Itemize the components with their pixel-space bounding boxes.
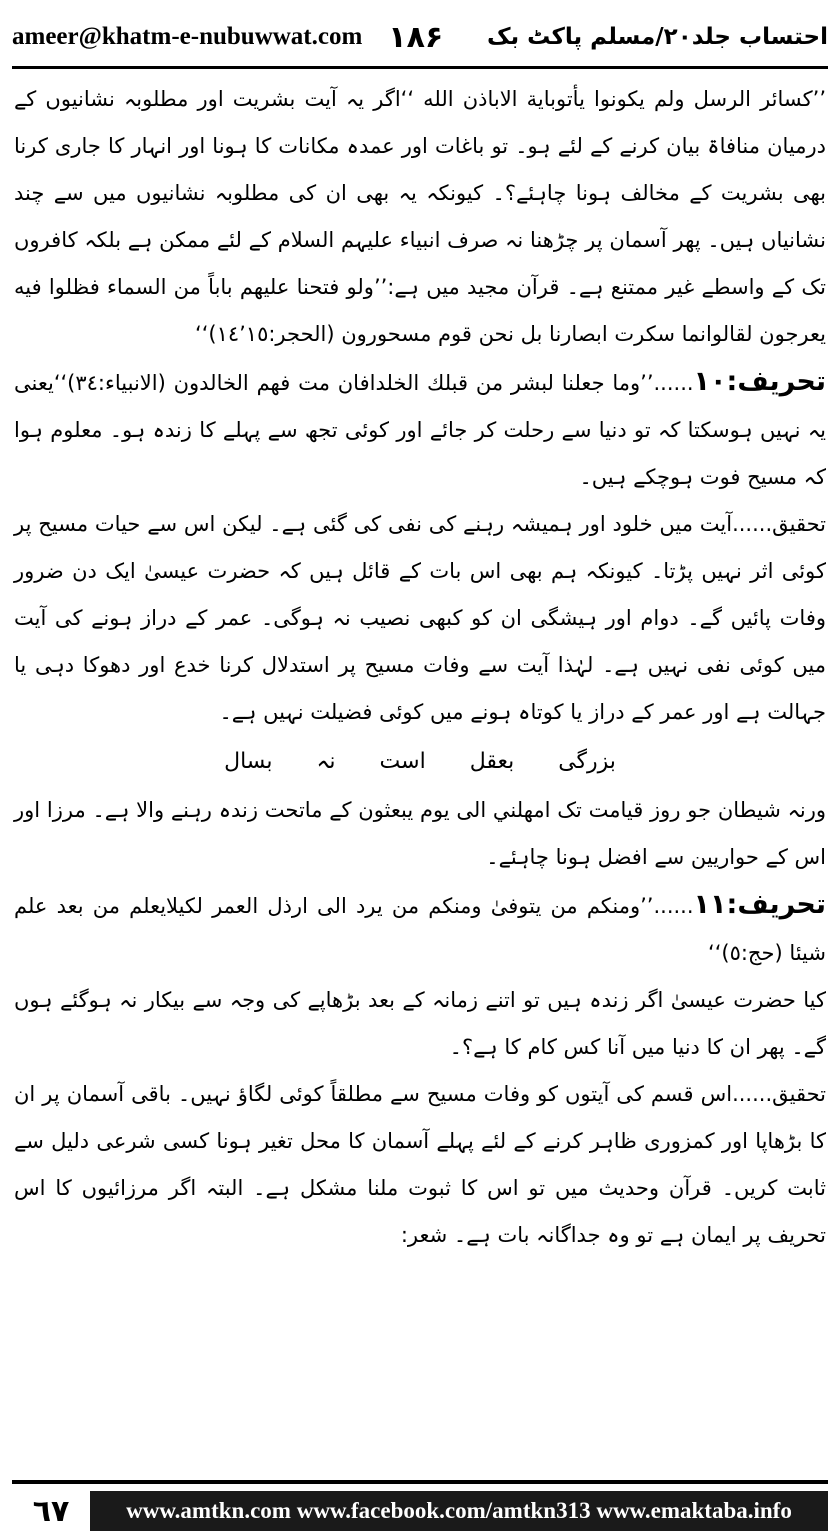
verse-line — [14, 738, 826, 785]
tahqeeq-2: تحقیق......اس قسم کی آیتوں کو وفات مسیح سے مطلقاً کوئی لگاؤ نہیں۔ باقی آسمان پر ان کا بڑھاپا اور کمزوری ظاہر کرنے کے لئے پہلے آسمان کا محل تغیر ہونا کسی شرعی دلیل سے ثابت کریں۔ قرآن وحدیث میں تو اس کا ثبوت ملنا مشکل ہے۔ البتہ اگر مرزائیوں کا اس تحریف پر ایمان ہے تو وہ جداگانہ بات ہے۔ شعر: — [14, 1082, 826, 1247]
page-footer — [12, 1488, 828, 1534]
header-left — [12, 20, 443, 55]
paragraph-3: ورنہ شیطان جو روز قیامت تک امهلني الى يوم يبعثون کے ماتحت زندہ رہنے والا ہے۔ مرزا اور اس کے حواریین سے افضل ہونا چاہئے۔ — [14, 798, 826, 869]
tahreef-10-label: تحریف:۱۰ — [693, 366, 826, 397]
tahreef-11 — [14, 881, 826, 977]
header-divider — [12, 66, 828, 69]
header-email: ameer@khatm-e-nubuwwat.com — [12, 23, 363, 50]
tahqeeq-1: تحقیق......آیت میں خلود اور ہمیشہ رہنے کی نفی کی گئی ہے۔ لیکن اس سے حیات مسیح پر کوئی اثر نہیں پڑتا۔ کیونکہ ہم بھی اس بات کے قائل ہیں کہ حضرت عیسیٰ ایک دن ضرور وفات پائیں گے۔ دوام اور ہیشگی ان کو کبھی نصیب نہ ہوگی۔ عمر کے دراز ہونے کی آیت میں کوئی نفی نہیں ہے۔ لہٰذا آیت سے وفات مسیح پر استدلال کرنا خدع اور دھوکا دہی یا جہالت ہے اور عمر کے دراز یا کوتاہ ہونے میں کوئی فضیلت نہیں ہے۔ — [14, 512, 826, 724]
verse-word: بزرگی — [558, 749, 616, 774]
page-body — [14, 76, 826, 1259]
tahreef-10-text: ......’’وما جعلنا لبشر من قبلك الخلدافان مت فهم الخالدون (الانبياء:٣٤)‘‘یعنی یہ نہیں ہوسکتا کہ تو دنیا سے رحلت کر جائے اور کوئی تجھ سے پہلے کا زندہ ہو۔ معلوم ہوا کہ مسیح فوت ہوچکے ہیں۔ — [14, 371, 826, 489]
verse-word: است — [379, 749, 426, 774]
verse-word: بعقل — [469, 749, 515, 774]
header-page-number: ۱۸۶ — [388, 19, 444, 55]
footer-page-number: ٦٧ — [32, 1493, 70, 1529]
tahreef-10 — [14, 358, 826, 501]
paragraph-4: کیا حضرت عیسیٰ اگر زندہ ہیں تو اتنے زمانہ کے بعد بڑھاپے کی وجہ سے بیکار نہ ہوگئے ہوں گے۔ پھر ان کا دنیا میں آنا کس کام کا ہے؟۔ — [14, 988, 826, 1059]
page-header — [12, 14, 828, 60]
tahreef-11-label: تحریف:۱۱ — [693, 889, 826, 920]
footer-divider — [12, 1480, 828, 1484]
header-book-title: احتساب جلد۲۰/مسلم پاکٹ بک — [486, 24, 828, 50]
tahreef-11-text: ......’’ومنكم من يتوفىٰ ومنكم من يرد الى ارذل العمر لكيلايعلم من بعد علم شيئا (حج:٥)‘‘ — [14, 894, 826, 965]
footer-links: www.amtkn.com www.facebook.com/amtkn313 www.emaktaba.info — [90, 1491, 828, 1531]
verse-word: بسال — [224, 749, 273, 774]
paragraph-1: ’’كسائر الرسل ولم يكونوا يأتوباية الاباذن الله ‘‘اگر یہ آیت بشریت اور مطلوبہ نشانیوں کے درمیان منافاۃ بیان کرنے کے لئے ہو۔ تو باغات اور عمدہ مکانات کا ہونا اور انہار کا جاری کرنا بھی بشریت کے مخالف ہونا چاہئے؟۔ کیونکہ یہ بھی ان کی مطلوبہ نشانیوں میں سے چند نشانیاں ہیں۔ پھر آسمان پر چڑھنا نہ صرف انبیاء علیہم السلام کے لئے ممکن ہے بلکہ کافروں تک کے واسطے غیر ممتنع ہے۔ قرآن مجید میں ہے:’’ولو فتحنا عليهم باباً من السماء فظلوا فيه يعرجون لقالوانما سكرت ابصارنا بل نحن قوم مسحورون (الحجر:١٤٬١٥)‘‘ — [14, 87, 826, 346]
verse-word: نہ — [316, 749, 336, 774]
